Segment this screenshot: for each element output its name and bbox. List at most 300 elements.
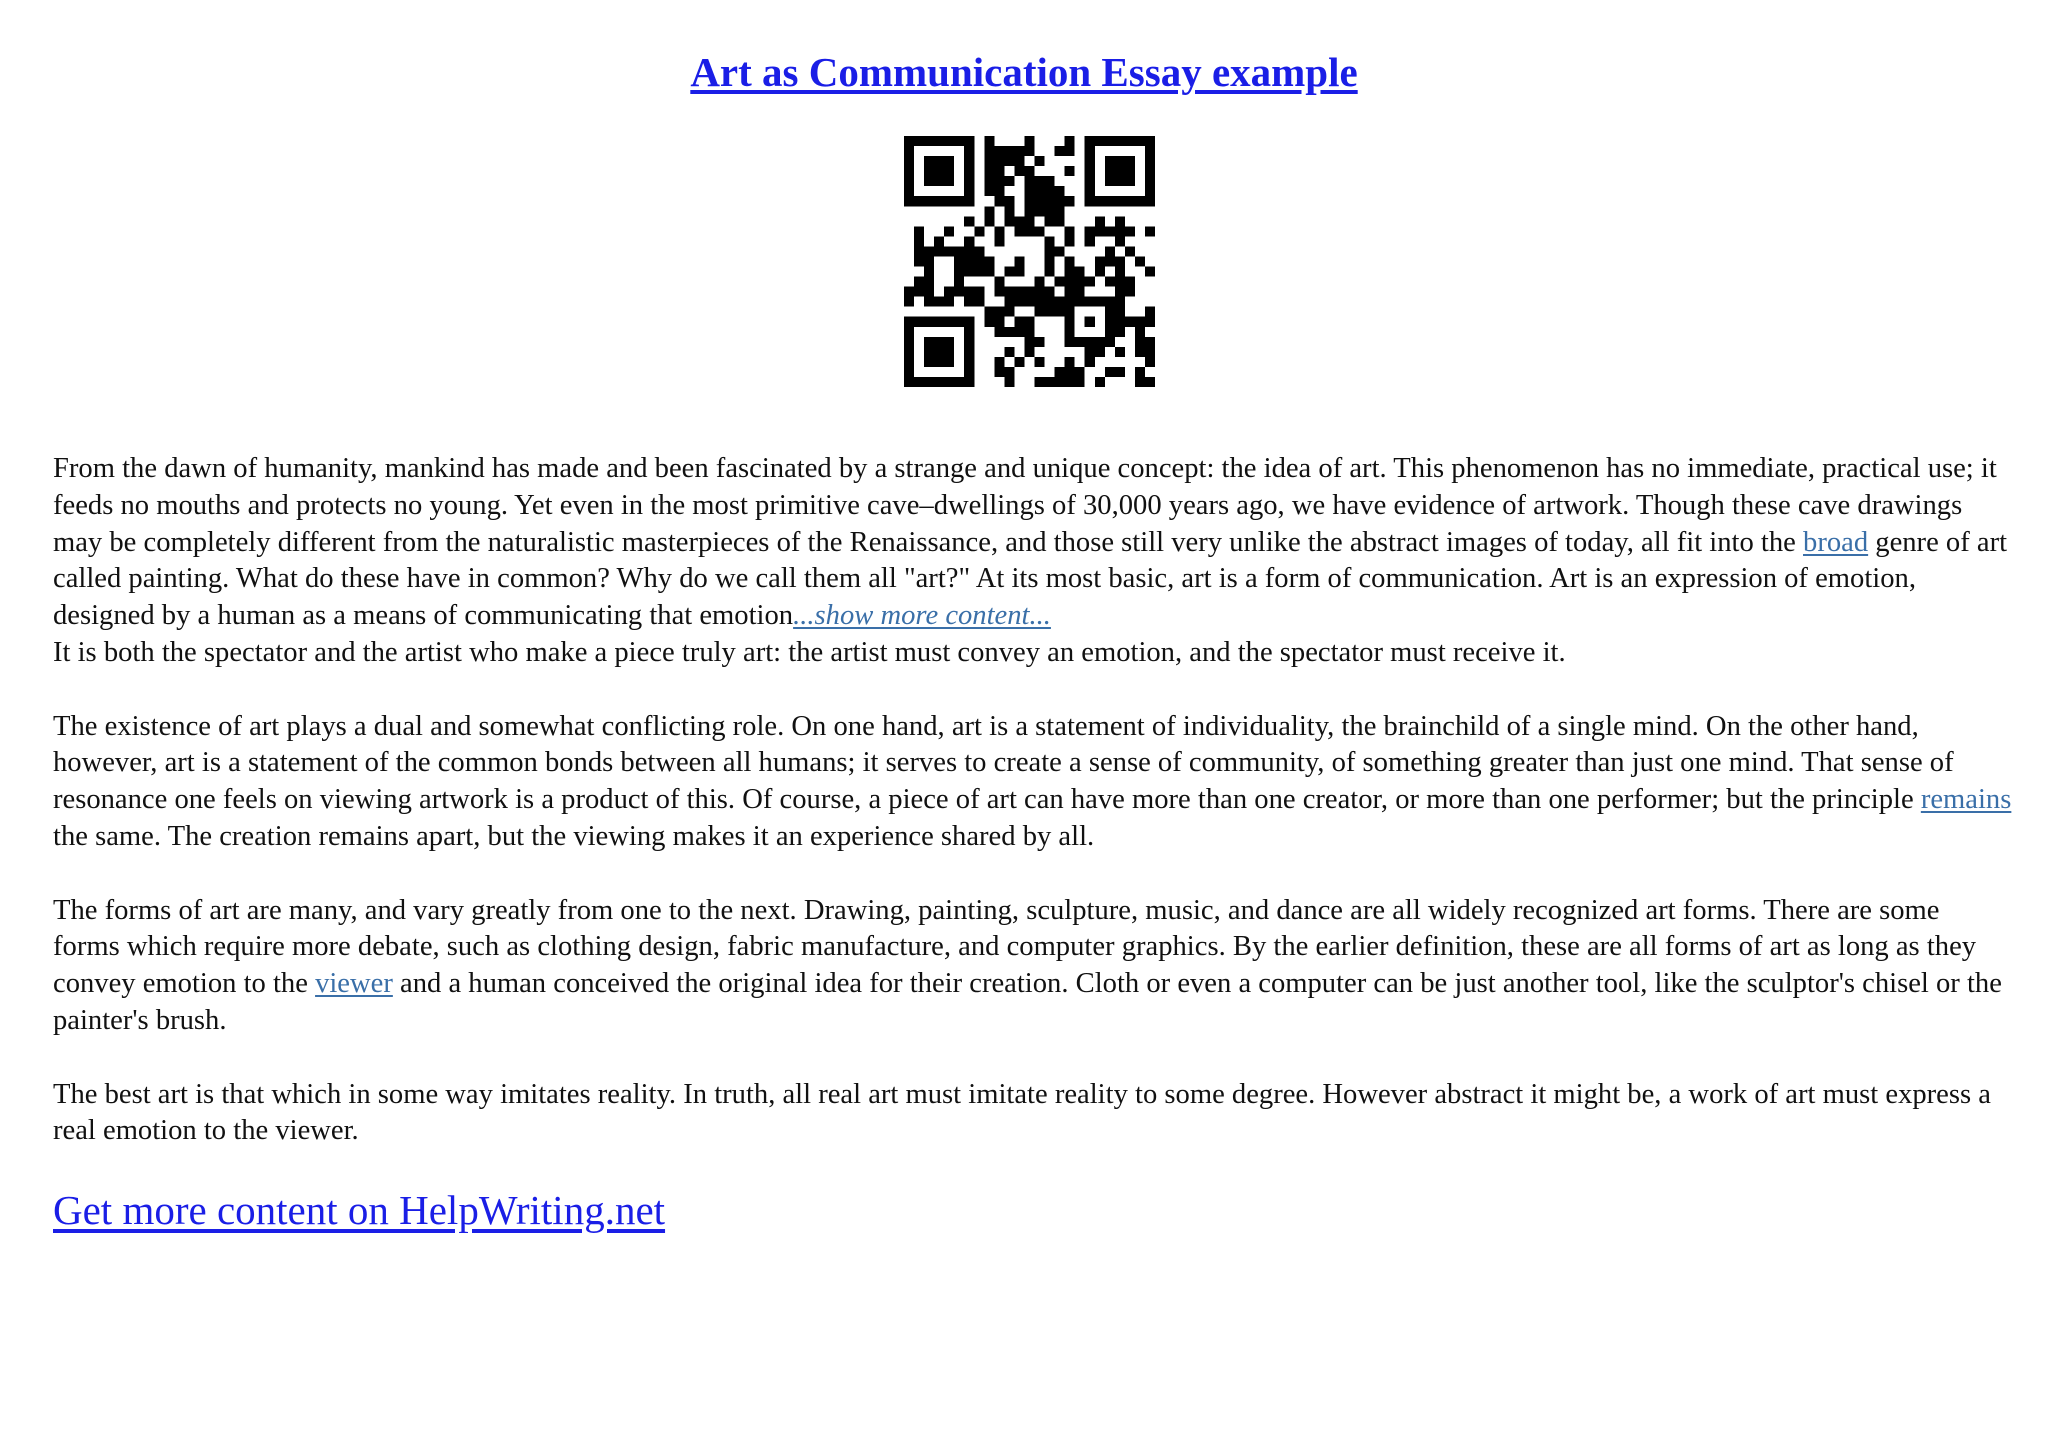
qr-module bbox=[1065, 166, 1075, 176]
qr-module bbox=[1045, 176, 1055, 186]
qr-module bbox=[994, 176, 1004, 186]
qr-module bbox=[954, 246, 964, 256]
qr-module bbox=[1055, 367, 1065, 377]
qr-module bbox=[1045, 186, 1055, 196]
qr-module bbox=[1125, 226, 1135, 236]
qr-module bbox=[964, 367, 974, 377]
qr-module bbox=[1055, 377, 1065, 387]
qr-module bbox=[984, 146, 994, 156]
paragraph-text: It is both the spectator and the artist who make a piece truly art: the artist must convey an emotion, and the spectator must receive it. bbox=[53, 636, 1566, 668]
qr-module bbox=[1135, 337, 1145, 347]
get-more-content-link[interactable]: Get more content on HelpWriting.net bbox=[53, 1187, 666, 1233]
qr-module bbox=[984, 206, 994, 216]
qr-module bbox=[1125, 317, 1135, 327]
qr-module bbox=[994, 146, 1004, 156]
qr-module bbox=[1065, 367, 1075, 377]
qr-module bbox=[934, 347, 944, 357]
qr-module bbox=[1035, 176, 1045, 186]
qr-module bbox=[964, 357, 974, 367]
qr-module bbox=[1115, 226, 1125, 236]
qr-module bbox=[1145, 377, 1155, 387]
qr-module bbox=[1045, 256, 1055, 266]
title-container bbox=[0, 48, 2048, 96]
qr-module bbox=[1115, 367, 1125, 377]
qr-module bbox=[1035, 156, 1045, 166]
qr-module bbox=[1145, 347, 1155, 357]
qr-module bbox=[964, 246, 974, 256]
qr-module bbox=[1065, 196, 1075, 206]
qr-module bbox=[924, 246, 934, 256]
qr-module bbox=[994, 307, 1004, 317]
qr-module bbox=[914, 136, 924, 146]
qr-module bbox=[1004, 377, 1014, 387]
qr-module bbox=[1105, 226, 1115, 236]
qr-module bbox=[904, 367, 914, 377]
qr-module bbox=[1115, 327, 1125, 337]
qr-module bbox=[994, 236, 1004, 246]
qr-module bbox=[924, 136, 934, 146]
qr-module bbox=[1065, 377, 1075, 387]
qr-module bbox=[934, 377, 944, 387]
qr-module bbox=[1125, 196, 1135, 206]
qr-module bbox=[974, 256, 984, 266]
qr-module bbox=[1105, 277, 1115, 287]
qr-module bbox=[914, 236, 924, 246]
qr-module bbox=[964, 327, 974, 337]
qr-module bbox=[1115, 267, 1125, 277]
qr-module bbox=[934, 136, 944, 146]
qr-module bbox=[924, 196, 934, 206]
qr-module bbox=[1055, 277, 1065, 287]
qr-module bbox=[924, 256, 934, 266]
qr-module bbox=[1065, 146, 1075, 156]
qr-module bbox=[934, 317, 944, 327]
qr-module bbox=[1024, 196, 1034, 206]
qr-module bbox=[1004, 287, 1014, 297]
qr-module bbox=[964, 377, 974, 387]
qr-module bbox=[1115, 277, 1125, 287]
qr-module bbox=[924, 347, 934, 357]
qr-module bbox=[954, 267, 964, 277]
qr-module bbox=[1045, 297, 1055, 307]
qr-module bbox=[974, 287, 984, 297]
qr-module bbox=[904, 136, 914, 146]
qr-module bbox=[914, 256, 924, 266]
qr-module bbox=[924, 337, 934, 347]
qr-module bbox=[1035, 226, 1045, 236]
qr-module bbox=[904, 287, 914, 297]
qr-module bbox=[1105, 136, 1115, 146]
qr-module bbox=[984, 136, 994, 146]
qr-module bbox=[964, 146, 974, 156]
qr-module bbox=[1024, 176, 1034, 186]
qr-module bbox=[1135, 327, 1145, 337]
qr-module bbox=[1095, 347, 1105, 357]
qr-module bbox=[1065, 267, 1075, 277]
qr-module bbox=[1024, 206, 1034, 216]
qr-module bbox=[994, 196, 1004, 206]
qr-module bbox=[924, 317, 934, 327]
qr-module bbox=[1065, 236, 1075, 246]
qr-module bbox=[964, 317, 974, 327]
qr-module bbox=[1014, 146, 1024, 156]
keyword-link-broad[interactable]: broad bbox=[1803, 526, 1869, 558]
qr-module bbox=[1035, 186, 1045, 196]
qr-module bbox=[1035, 357, 1045, 367]
qr-module bbox=[1105, 317, 1115, 327]
qr-module bbox=[1065, 256, 1075, 266]
qr-module bbox=[964, 297, 974, 307]
keyword-link-remains[interactable]: remains bbox=[1920, 784, 2012, 816]
qr-module bbox=[974, 246, 984, 256]
qr-module bbox=[1145, 136, 1155, 146]
qr-module bbox=[1085, 166, 1095, 176]
qr-module bbox=[1115, 136, 1125, 146]
qr-module bbox=[1075, 337, 1085, 347]
qr-module bbox=[944, 226, 954, 236]
qr-module bbox=[1115, 347, 1125, 357]
qr-module bbox=[1085, 156, 1095, 166]
qr-module bbox=[1125, 136, 1135, 146]
qr-module bbox=[1145, 267, 1155, 277]
qr-module bbox=[1065, 307, 1075, 317]
qr-module bbox=[1035, 196, 1045, 206]
qr-module bbox=[1035, 277, 1045, 287]
qr-module bbox=[1065, 226, 1075, 236]
qr-module bbox=[1085, 186, 1095, 196]
qr-module bbox=[984, 186, 994, 196]
qr-module bbox=[1045, 287, 1055, 297]
qr-module bbox=[944, 156, 954, 166]
qr-module bbox=[1105, 307, 1115, 317]
qr-module bbox=[904, 186, 914, 196]
qr-module bbox=[1004, 367, 1014, 377]
qr-module bbox=[1014, 267, 1024, 277]
qr-module bbox=[1055, 206, 1065, 216]
qr-module bbox=[1055, 297, 1065, 307]
qr-module bbox=[1014, 357, 1024, 367]
qr-module bbox=[944, 196, 954, 206]
paragraph-text: The forms of art are many, and vary greatly from one to the next. Drawing, painting, sculpture, music, and dance are all widely recognized art forms. There are some forms which require more debate, such as clothing design, fabric manufacture, and computer graphics. By the earlier definition, these are all forms of art as long as they convey emotion to the bbox=[53, 894, 1977, 1000]
qr-module bbox=[934, 297, 944, 307]
qr-module bbox=[934, 156, 944, 166]
qr-module bbox=[1125, 156, 1135, 166]
qr-module bbox=[1045, 307, 1055, 317]
qr-module bbox=[1095, 297, 1105, 307]
qr-module bbox=[974, 267, 984, 277]
qr-module bbox=[1115, 156, 1125, 166]
essay-body bbox=[53, 451, 2013, 1187]
qr-module bbox=[1045, 377, 1055, 387]
qr-module bbox=[1115, 236, 1125, 246]
qr-module bbox=[1145, 357, 1155, 367]
qr-module bbox=[984, 317, 994, 327]
qr-module bbox=[964, 236, 974, 246]
qr-module bbox=[1035, 337, 1045, 347]
qr-module bbox=[944, 337, 954, 347]
qr-module bbox=[1055, 186, 1065, 196]
qr-module bbox=[1085, 196, 1095, 206]
keyword-link-viewer[interactable]: viewer bbox=[315, 968, 393, 1000]
qr-module bbox=[1065, 327, 1075, 337]
qr-module bbox=[914, 287, 924, 297]
qr-module bbox=[904, 357, 914, 367]
qr-module bbox=[1024, 186, 1034, 196]
qr-module bbox=[914, 196, 924, 206]
qr-module bbox=[1115, 176, 1125, 186]
qr-module bbox=[944, 297, 954, 307]
qr-module bbox=[1135, 377, 1145, 387]
qr-module bbox=[1125, 246, 1135, 256]
qr-module bbox=[1125, 176, 1135, 186]
qr-module bbox=[1014, 297, 1024, 307]
qr-module bbox=[994, 226, 1004, 236]
qr-module bbox=[1024, 297, 1034, 307]
qr-module bbox=[944, 287, 954, 297]
qr-module bbox=[1024, 226, 1034, 236]
qr-module bbox=[1105, 196, 1115, 206]
qr-module bbox=[964, 256, 974, 266]
qr-module bbox=[1095, 216, 1105, 226]
qr-module bbox=[1024, 317, 1034, 327]
qr-module bbox=[1125, 166, 1135, 176]
paragraph-4 bbox=[53, 1077, 2013, 1151]
paragraph-text: genre of art called painting. What do these have in common? Why do we call them all "art?" At its most basic, art is a form of communication. Art is an expression of emotion, designed by a human as a means of communicating that emotion bbox=[53, 526, 2008, 632]
qr-module bbox=[1035, 206, 1045, 216]
qr-module bbox=[1004, 206, 1014, 216]
qr-module bbox=[1065, 277, 1075, 287]
qr-module bbox=[944, 166, 954, 176]
paragraph-text: From the dawn of humanity, mankind has made and been fascinated by a strange and unique concept: the idea of art. This phenomenon has no immediate, practical use; it feeds no mouths and protects no young. Yet even in the most primitive cave–dwellings of 30,000 years ago, we have evidence of artwork. Though these cave drawings may be completely different from the naturalistic masterpieces of the Renaissance, and those still very unlike the abstract images of today, all fit into the bbox=[53, 453, 1997, 558]
qr-module bbox=[1024, 146, 1034, 156]
qr-module bbox=[1004, 146, 1014, 156]
qr-module bbox=[964, 337, 974, 347]
qr-module bbox=[1145, 186, 1155, 196]
qr-module bbox=[964, 136, 974, 146]
qr-module bbox=[1145, 196, 1155, 206]
qr-module bbox=[924, 297, 934, 307]
qr-module bbox=[1045, 196, 1055, 206]
qr-module bbox=[964, 176, 974, 186]
essay-title-link[interactable]: Art as Communication Essay example bbox=[690, 49, 1358, 95]
qr-module bbox=[1095, 377, 1105, 387]
qr-module bbox=[974, 226, 984, 236]
paragraph-2 bbox=[53, 709, 2013, 856]
qr-module bbox=[1014, 166, 1024, 176]
qr-module bbox=[924, 357, 934, 367]
qr-module bbox=[964, 186, 974, 196]
qr-module bbox=[1065, 317, 1075, 327]
qr-module bbox=[914, 317, 924, 327]
qr-module bbox=[1085, 136, 1095, 146]
qr-module bbox=[994, 186, 1004, 196]
qr-module bbox=[1075, 297, 1085, 307]
qr-module bbox=[924, 166, 934, 176]
qr-module bbox=[934, 176, 944, 186]
qr-module bbox=[1055, 307, 1065, 317]
qr-module bbox=[1055, 146, 1065, 156]
qr-module bbox=[964, 166, 974, 176]
qr-module bbox=[1065, 287, 1075, 297]
qr-module bbox=[1145, 337, 1155, 347]
qr-module bbox=[914, 277, 924, 287]
qr-module bbox=[964, 156, 974, 166]
qr-module bbox=[1075, 277, 1085, 287]
qr-module bbox=[994, 357, 1004, 367]
qr-module bbox=[1014, 287, 1024, 297]
qr-module bbox=[984, 267, 994, 277]
paragraph-1 bbox=[53, 451, 2013, 672]
qr-module bbox=[944, 246, 954, 256]
qr-module bbox=[1135, 367, 1145, 377]
qr-module bbox=[984, 156, 994, 166]
qr-module bbox=[974, 297, 984, 307]
qr-module bbox=[1095, 256, 1105, 266]
qr-module bbox=[904, 176, 914, 186]
qr-module bbox=[904, 196, 914, 206]
paragraph-3 bbox=[53, 893, 2013, 1040]
qr-module bbox=[1004, 176, 1014, 186]
qr-module bbox=[1024, 287, 1034, 297]
qr-module bbox=[1014, 156, 1024, 166]
qr-module bbox=[1095, 136, 1105, 146]
qr-module bbox=[1045, 206, 1055, 216]
qr-module bbox=[934, 337, 944, 347]
qr-module bbox=[1105, 367, 1115, 377]
qr-module bbox=[1024, 347, 1034, 357]
qr-module bbox=[1045, 267, 1055, 277]
qr-module bbox=[1004, 347, 1014, 357]
qr-module bbox=[984, 176, 994, 186]
qr-module bbox=[984, 216, 994, 226]
qr-module bbox=[1014, 256, 1024, 266]
qr-module bbox=[1024, 166, 1034, 176]
qr-module bbox=[1125, 277, 1135, 287]
qr-module bbox=[1014, 216, 1024, 226]
qr-module bbox=[1024, 136, 1034, 146]
qr-code-icon bbox=[904, 136, 1155, 387]
qr-module bbox=[964, 267, 974, 277]
qr-module bbox=[1095, 226, 1105, 236]
qr-module bbox=[1045, 246, 1055, 256]
qr-module bbox=[1145, 317, 1155, 327]
qr-module bbox=[914, 246, 924, 256]
qr-module bbox=[904, 297, 914, 307]
qr-module bbox=[1085, 226, 1095, 236]
qr-module bbox=[1065, 297, 1075, 307]
qr-module bbox=[1024, 216, 1034, 226]
qr-module bbox=[1065, 337, 1075, 347]
qr-module bbox=[1024, 327, 1034, 337]
qr-module bbox=[1014, 317, 1024, 327]
qr-module bbox=[904, 327, 914, 337]
qr-module bbox=[934, 196, 944, 206]
qr-module bbox=[1035, 297, 1045, 307]
qr-module bbox=[1135, 196, 1145, 206]
qr-module bbox=[904, 337, 914, 347]
qr-module bbox=[1145, 146, 1155, 156]
qr-module bbox=[1035, 307, 1045, 317]
qr-module bbox=[1004, 196, 1014, 206]
qr-module bbox=[1085, 297, 1095, 307]
qr-module bbox=[944, 377, 954, 387]
show-more-link[interactable]: ...show more content... bbox=[793, 600, 1051, 632]
qr-module bbox=[924, 267, 934, 277]
qr-module bbox=[944, 176, 954, 186]
qr-module bbox=[1105, 246, 1115, 256]
qr-module bbox=[1115, 166, 1125, 176]
qr-module bbox=[1105, 337, 1115, 347]
qr-module bbox=[1105, 176, 1115, 186]
qr-module bbox=[1045, 236, 1055, 246]
qr-module bbox=[994, 156, 1004, 166]
paragraph-text: The best art is that which in some way imitates reality. In truth, all real art must imitate reality to some degree. However abstract it might be, a work of art must express a real emotion to the viewer. bbox=[53, 1078, 1991, 1147]
qr-module bbox=[964, 196, 974, 206]
qr-module bbox=[944, 347, 954, 357]
qr-module bbox=[994, 277, 1004, 287]
qr-module bbox=[924, 287, 934, 297]
qr-module bbox=[954, 196, 964, 206]
qr-module bbox=[1035, 377, 1045, 387]
qr-module bbox=[1135, 256, 1145, 266]
qr-module bbox=[1014, 327, 1024, 337]
qr-module bbox=[1125, 287, 1135, 297]
paragraph-text: The existence of art plays a dual and somewhat conflicting role. On one hand, art is a statement of individuality, the brainchild of a single mind. On the other hand, however, art is a statement of the common bonds between all humans; it serves to create a sense of community, of something greater than just one mind. That sense of resonance one feels on viewing artwork is a product of this. Of course, a piece of art can have more than one creator, or more than one performer; but the principle bbox=[53, 710, 1954, 816]
qr-module bbox=[1135, 347, 1145, 357]
qr-module bbox=[1004, 297, 1014, 307]
qr-module bbox=[1004, 156, 1014, 166]
qr-module bbox=[944, 136, 954, 146]
qr-module bbox=[1115, 307, 1125, 317]
qr-module bbox=[1105, 166, 1115, 176]
qr-module bbox=[1115, 216, 1125, 226]
qr-module bbox=[1075, 267, 1085, 277]
qr-module bbox=[1115, 317, 1125, 327]
qr-module bbox=[1145, 176, 1155, 186]
qr-module bbox=[924, 176, 934, 186]
qr-module bbox=[904, 156, 914, 166]
qr-module bbox=[1024, 337, 1034, 347]
qr-module bbox=[1105, 156, 1115, 166]
qr-module bbox=[1035, 287, 1045, 297]
qr-module bbox=[924, 377, 934, 387]
qr-module bbox=[1145, 226, 1155, 236]
qr-module bbox=[994, 287, 1004, 297]
qr-module bbox=[1145, 307, 1155, 317]
qr-module bbox=[1085, 176, 1095, 186]
qr-module bbox=[904, 347, 914, 357]
qr-module bbox=[1004, 216, 1014, 226]
qr-module bbox=[934, 166, 944, 176]
qr-module bbox=[1105, 256, 1115, 266]
qr-module bbox=[944, 357, 954, 367]
qr-module bbox=[1075, 287, 1085, 297]
qr-module bbox=[954, 377, 964, 387]
qr-module bbox=[944, 317, 954, 327]
qr-module bbox=[984, 307, 994, 317]
qr-module bbox=[1004, 327, 1014, 337]
qr-module bbox=[904, 166, 914, 176]
qr-module bbox=[1115, 256, 1125, 266]
qr-module bbox=[1085, 337, 1095, 347]
qr-module bbox=[1065, 357, 1075, 367]
qr-module bbox=[1085, 317, 1095, 327]
qr-module bbox=[1095, 267, 1105, 277]
qr-module bbox=[994, 317, 1004, 327]
qr-module bbox=[964, 347, 974, 357]
qr-module bbox=[1004, 267, 1014, 277]
qr-module bbox=[1145, 166, 1155, 176]
